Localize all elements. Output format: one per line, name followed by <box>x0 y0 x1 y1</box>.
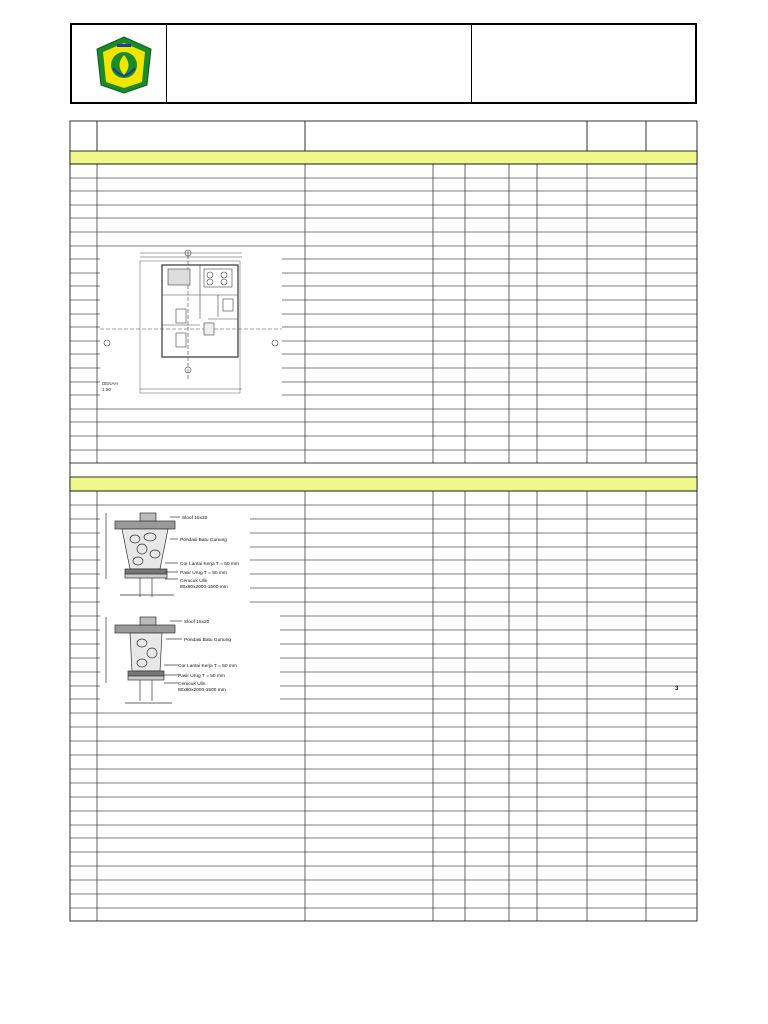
foundation-detail-2 <box>100 613 280 709</box>
svg-text:Pasir Urug T = 50 mm: Pasir Urug T = 50 mm <box>178 674 225 679</box>
svg-text:Cor Lantai Kerja T = 50 mm: Cor Lantai Kerja T = 50 mm <box>180 562 239 567</box>
svg-text:Cerucuk Ulin: Cerucuk Ulin <box>178 682 206 687</box>
svg-text:Sloof 15x20: Sloof 15x20 <box>184 620 210 625</box>
section-band <box>70 477 697 491</box>
floor-plan-drawing-icon <box>100 249 282 399</box>
svg-text:80x80x2000-1500 mm: 80x80x2000-1500 mm <box>178 688 226 693</box>
svg-text:1:50: 1:50 <box>102 387 111 392</box>
section-band <box>70 151 697 164</box>
page-number: 3 <box>675 686 679 692</box>
svg-text:Pondasi Batu Gunung: Pondasi Batu Gunung <box>184 638 231 643</box>
svg-text:80x80x2000-1500 mm: 80x80x2000-1500 mm <box>180 585 228 590</box>
foundation-detail-1 <box>100 509 250 609</box>
svg-text:Pasir Urug T = 50 mm: Pasir Urug T = 50 mm <box>180 571 227 576</box>
svg-text:Sloof 15x20: Sloof 15x20 <box>182 516 208 521</box>
svg-text:DENAH: DENAH <box>102 381 118 386</box>
svg-text:Cor Lantai Kerja T = 50 mm: Cor Lantai Kerja T = 50 mm <box>178 664 237 669</box>
svg-text:Pondasi Batu Gunung: Pondasi Batu Gunung <box>180 538 227 543</box>
svg-text:Cerucuk Ulin: Cerucuk Ulin <box>180 579 208 584</box>
